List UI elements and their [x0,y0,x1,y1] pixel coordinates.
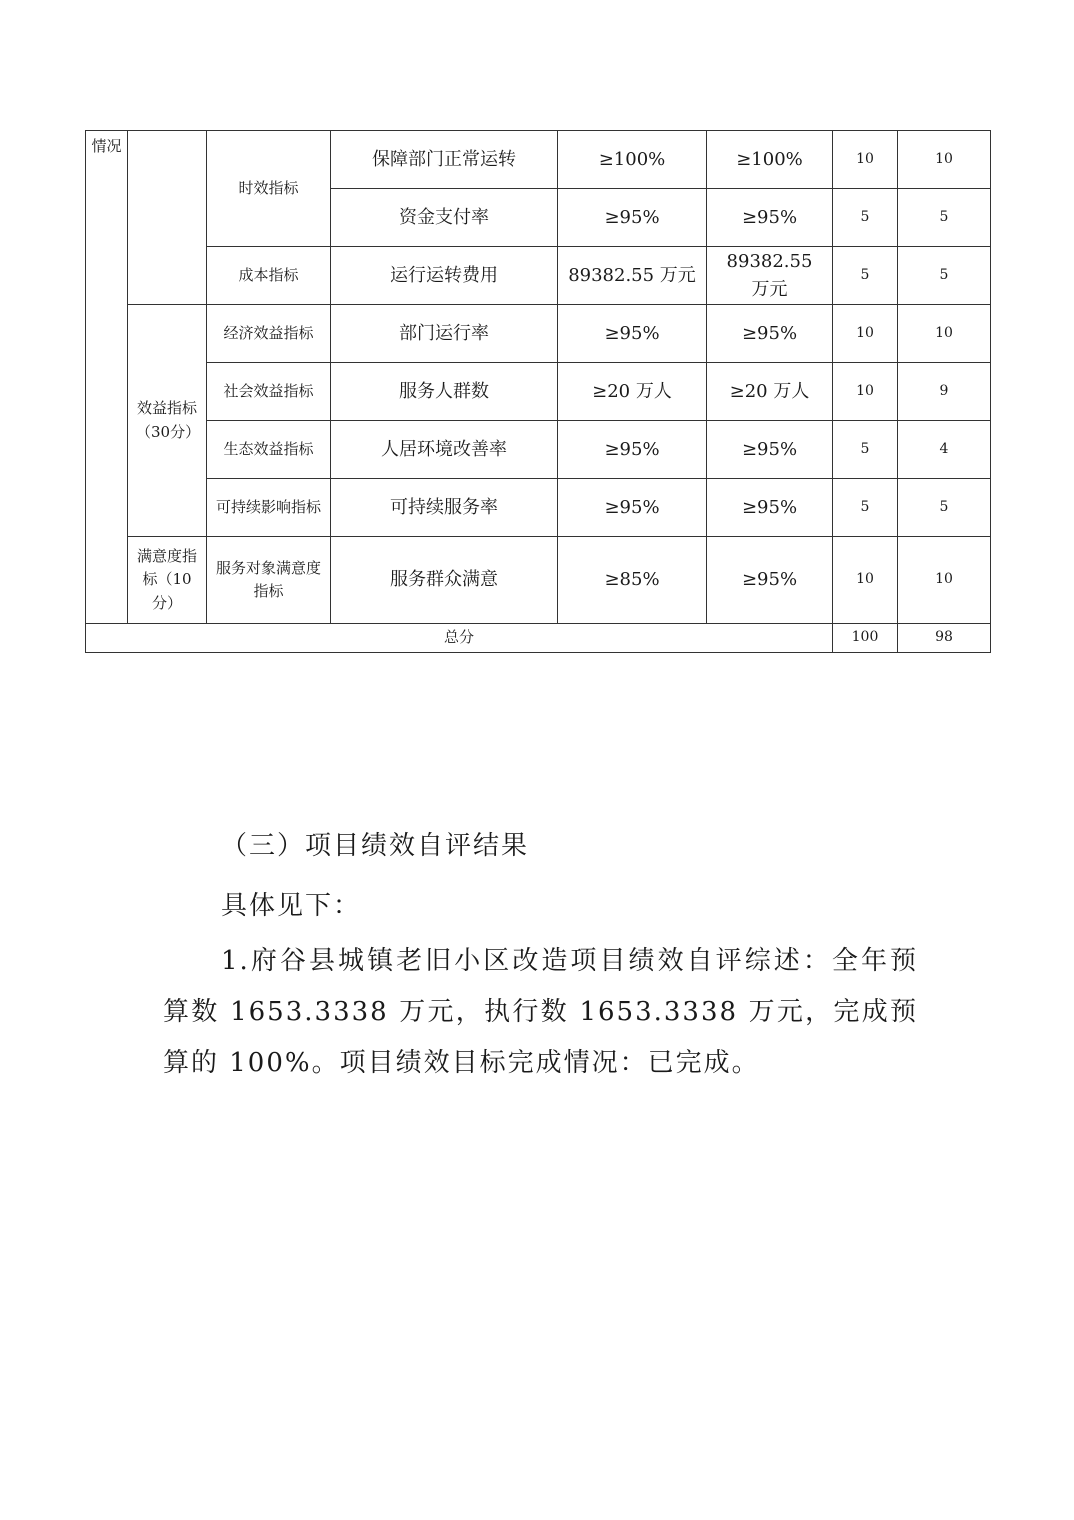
sub-indicator-cell: 成本指标 [207,247,331,305]
indicator-cell: 保障部门正常运转 [331,131,558,189]
total-label-cell: 总分 [86,624,833,653]
sub-indicator-cell: 时效指标 [207,131,331,247]
total-score-cell: 98 [898,624,991,653]
actual-cell: 89382.55 万元 [707,247,833,305]
weight-cell: 10 [833,305,898,363]
indicator-cell: 可持续服务率 [331,479,558,537]
actual-cell: ≥95% [707,189,833,247]
section-label-cell: 情况 [86,131,128,624]
sub-indicator-cell: 经济效益指标 [207,305,331,363]
total-row [86,624,991,653]
table-row [86,247,991,305]
actual-cell: ≥20 万人 [707,363,833,421]
score-cell: 9 [898,363,991,421]
score-cell: 5 [898,189,991,247]
weight-cell: 5 [833,189,898,247]
weight-cell: 10 [833,131,898,189]
score-cell: 10 [898,305,991,363]
target-cell: ≥100% [558,131,707,189]
score-cell: 10 [898,537,991,624]
score-cell: 4 [898,421,991,479]
intro-text: 具体见下： [221,891,362,921]
sub-indicator-cell: 社会效益指标 [207,363,331,421]
sub-indicator-cell: 生态效益指标 [207,421,331,479]
category-effect-cell: 效益指标（30分） [128,305,207,537]
target-cell: ≥85% [558,537,707,624]
performance-table [85,130,991,653]
table-row [86,479,991,537]
score-cell: 5 [898,247,991,305]
table-row [86,421,991,479]
actual-cell: ≥95% [707,537,833,624]
weight-cell: 10 [833,363,898,421]
actual-cell: ≥95% [707,479,833,537]
indicator-cell: 服务人群数 [331,363,558,421]
target-cell: ≥95% [558,305,707,363]
indicator-cell: 人居环境改善率 [331,421,558,479]
weight-cell: 5 [833,247,898,305]
target-cell: ≥95% [558,421,707,479]
sub-indicator-cell: 服务对象满意度指标 [207,537,331,624]
indicator-cell: 服务群众满意 [331,537,558,624]
weight-cell: 5 [833,479,898,537]
table-row [86,537,991,624]
indicator-cell: 部门运行率 [331,305,558,363]
actual-cell: ≥100% [707,131,833,189]
weight-cell: 10 [833,537,898,624]
indicator-cell: 资金支付率 [331,189,558,247]
target-cell: 89382.55 万元 [558,247,707,305]
target-cell: ≥95% [558,189,707,247]
actual-cell: ≥95% [707,305,833,363]
category-satisfaction-cell: 满意度指标（10分） [128,537,207,624]
section-heading: （三）项目绩效自评结果 [221,831,530,861]
table-row [86,305,991,363]
category-cell-empty [128,131,207,305]
sub-indicator-cell: 可持续影响指标 [207,479,331,537]
indicator-cell: 运行运转费用 [331,247,558,305]
table-row [86,363,991,421]
score-cell: 10 [898,131,991,189]
total-weight-cell: 100 [833,624,898,653]
score-cell: 5 [898,479,991,537]
actual-cell: ≥95% [707,421,833,479]
summary-paragraph: 1.府谷县城镇老旧小区改造项目绩效自评综述：全年预算数 1653.3338 万元，执行数 1653.3338 万元，完成预算的 100%。项目绩效目标完成情况：已完成。 [163,946,918,1078]
target-cell: ≥20 万人 [558,363,707,421]
table-row [86,131,991,189]
target-cell: ≥95% [558,479,707,537]
weight-cell: 5 [833,421,898,479]
